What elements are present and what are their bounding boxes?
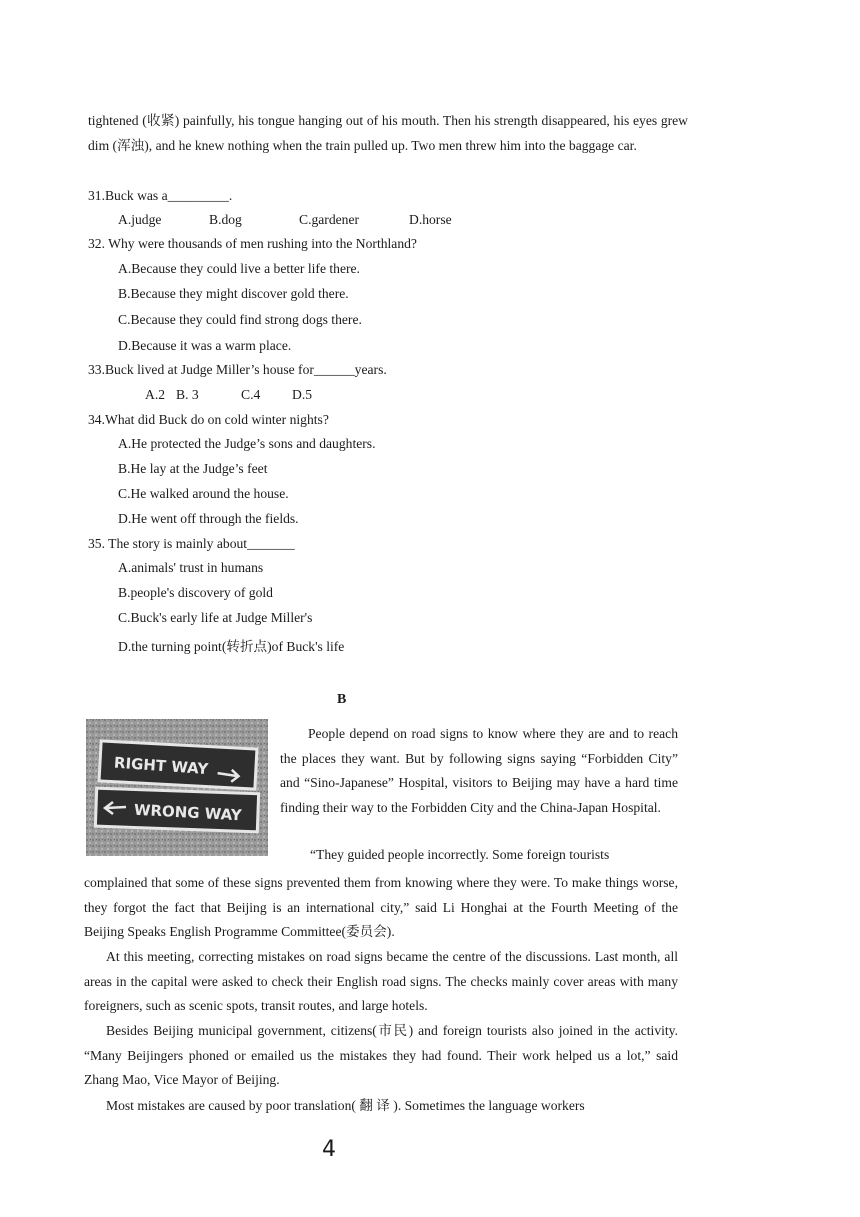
option-b: B.He lay at the Judge’s feet [118, 461, 268, 476]
question-31-options [118, 212, 452, 228]
option-a: A.He protected the Judge’s sons and daughters. [118, 436, 376, 451]
paragraph-3: At this meeting, correcting mistakes on road signs became the centre of the discussions. Last month, all areas in the capital were asked to check their English road signs. The checks mainly cover areas with many foreigners, such as scenic spots, transit routes, and large hotels. [84, 949, 678, 1014]
sign-top-text: RIGHT WAY [113, 753, 209, 779]
option-a: A.2 [145, 387, 166, 402]
paragraph-2-rest: complained that some of these signs prevented them from knowing where they were. To make things worse, they forgot the fact that Beijing is an international city,” said Li Honghai at the Fourth Meeting of the Beijing Speaks English Programme Committee(委员会). [84, 875, 678, 940]
option-d: D.the turning point(转折点)of Buck's life [118, 639, 345, 654]
option-c: C.Buck's early life at Judge Miller's [118, 610, 313, 625]
option-b: B.dog [209, 212, 242, 227]
option-c: C.4 [241, 387, 261, 402]
question-32: 32. Why were thousands of men rushing into the Northland? [88, 236, 417, 251]
paragraph-2-start: “They guided people incorrectly. Some foreign tourists [310, 847, 610, 862]
page-number: 4 [322, 1137, 336, 1162]
option-b: B.Because they might discover gold there. [118, 286, 349, 301]
option-d: D.He went off through the fields. [118, 511, 299, 526]
section-letter: B [337, 692, 347, 707]
question-31: 31.Buck was a_________. [88, 188, 233, 203]
option-b: B. 3 [176, 387, 199, 402]
paragraph-5: Most mistakes are caused by poor translation( 翻 译 ). Sometimes the language workers [106, 1098, 585, 1113]
option-d: D.Because it was a warm place. [118, 338, 292, 353]
option-c: C.He walked around the house. [118, 486, 289, 501]
option-c: C.gardener [299, 212, 360, 227]
option-a: A.Because they could live a better life there. [118, 261, 360, 276]
paragraph-4: Besides Beijing municipal government, citizens(市民) and foreign tourists also joined in the activity. “Many Beijingers phoned or emailed us the mistakes they had found. Their work helped us a lot,” said Zhang Mao, Vice Mayor of Beijing. [84, 1023, 678, 1088]
passage-a-continuation: tightened (收紧) painfully, his tongue hanging out of his mouth. Then his strength disappeared, his eyes grew dim (浑浊), and he knew nothing when the train pulled up. Two men threw him into the baggage car. [88, 113, 688, 153]
option-b: B.people's discovery of gold [118, 585, 273, 600]
option-c: C.Because they could find strong dogs there. [118, 312, 362, 327]
road-sign-photo [86, 719, 268, 856]
paragraph-1: People depend on road signs to know where they are and to reach the places they want. But by following signs saying “Forbidden City” and “Sino-Japanese” Hospital, visitors to Beijing may have a hard time finding their way to the Forbidden City and the China-Japan Hospital. [280, 726, 678, 815]
option-a: A.animals' trust in humans [118, 560, 264, 575]
option-d: D.horse [409, 212, 452, 227]
road-sign-illustration [86, 719, 268, 856]
question-34: 34.What did Buck do on cold winter nights? [88, 412, 329, 427]
question-33: 33.Buck lived at Judge Miller’s house for______years. [88, 362, 387, 377]
option-d: D.5 [292, 387, 313, 402]
sign-bottom-text: WRONG WAY [133, 800, 243, 825]
question-35: 35. The story is mainly about_______ [88, 536, 295, 551]
question-33-options [145, 387, 312, 403]
option-a: A.judge [118, 212, 162, 227]
